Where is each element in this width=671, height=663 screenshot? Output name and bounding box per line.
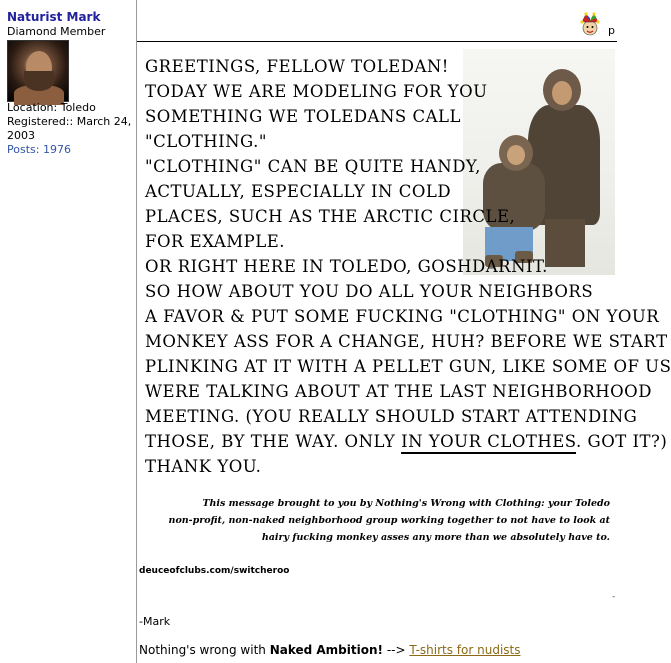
signature (139, 643, 520, 657)
message-line: SOMETHING WE TOLEDANS CALL (145, 107, 461, 126)
user-sidebar (0, 0, 137, 663)
jester-hat-icon (579, 12, 601, 36)
message-line: "CLOTHING" CAN BE QUITE HANDY, (145, 157, 481, 176)
url-text: deuceofclubs.com/switcheroo (139, 566, 290, 576)
message-text: . GOT IT?) (576, 432, 668, 451)
user-title: Diamond Member (7, 25, 106, 38)
signature-bold: Naked Ambition! (269, 643, 383, 657)
message-line: MEETING. (YOU REALLY SHOULD START ATTENDING (145, 407, 638, 426)
signature-arrow: --> (383, 643, 410, 657)
message-line: OR RIGHT HERE IN TOLEDO, GOSHDARNIT. (145, 257, 548, 276)
post-letter: p (608, 24, 615, 37)
message-line: MONKEY ASS FOR A CHANGE, HUH? BEFORE WE START (145, 332, 668, 351)
post-header-bar (137, 0, 617, 42)
disclaimer-line: This message brought to you by Nothing's Wrong with Clothing: your Toledo (202, 498, 610, 509)
message-line: TODAY WE ARE MODELING FOR YOU (145, 82, 488, 101)
signature-text: Nothing's wrong with (139, 643, 270, 657)
underlined-text: IN YOUR CLOTHES (401, 432, 577, 451)
message-line: "CLOTHING." (145, 132, 267, 151)
user-registered: Registered:: March 24, 2003 (7, 115, 132, 142)
message-line: GREETINGS, FELLOW TOLEDAN! (145, 57, 449, 76)
disclaimer-line: hairy fucking monkey asses any more than we absolutely have to. (261, 532, 610, 543)
message-text: THOSE, BY THE WAY. ONLY (145, 432, 402, 451)
signoff: -Mark (139, 615, 171, 628)
message-line: FOR EXAMPLE. (145, 232, 286, 251)
username-link[interactable]: Naturist Mark (7, 10, 101, 24)
user-posts: Posts: 1976 (7, 143, 71, 156)
message-line: WERE TALKING ABOUT AT THE LAST NEIGHBORHOOD (145, 382, 652, 401)
message-line: THANK YOU. (145, 457, 262, 476)
message-line: ACTUALLY, ESPECIALLY IN COLD (145, 182, 452, 201)
disclaimer (158, 495, 610, 546)
avatar (7, 40, 69, 102)
dash-mark: - (612, 592, 616, 602)
message-line: PLACES, SUCH AS THE ARCTIC CIRCLE, (145, 207, 516, 226)
message-line: A FAVOR & PUT SOME FUCKING "CLOTHING" ON YOUR (145, 307, 660, 326)
post-message (145, 54, 671, 479)
message-line: SO HOW ABOUT YOU DO ALL YOUR NEIGHBORS (145, 282, 594, 301)
message-line: PLINKING AT IT WITH A PELLET GUN, LIKE SOME OF US (145, 357, 671, 376)
disclaimer-line: non-profit, non-naked neighborhood group working together to not have to look at (168, 515, 610, 526)
user-info (7, 101, 132, 157)
user-location: Location: Toledo (7, 101, 96, 114)
tshirts-link[interactable]: T-shirts for nudists (409, 643, 521, 657)
message-line (145, 429, 668, 454)
